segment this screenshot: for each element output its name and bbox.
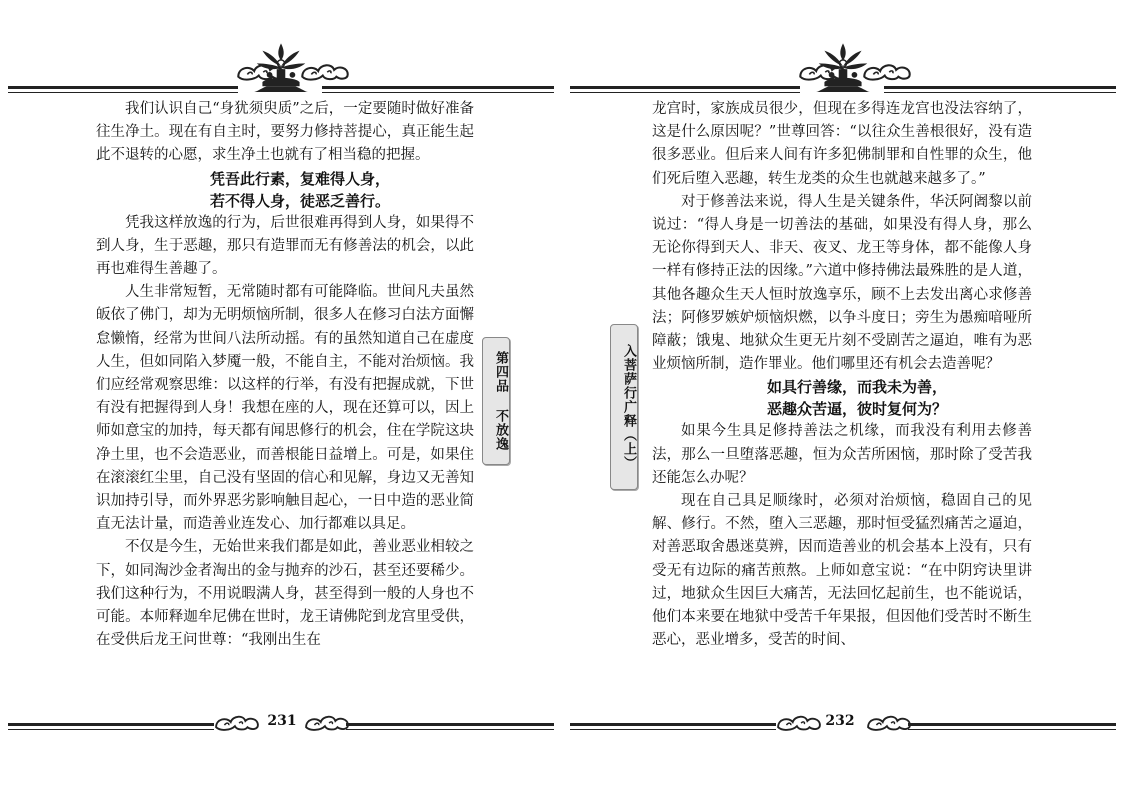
verse-line: 恶趣众苦逼，彼时复何为？ bbox=[766, 400, 947, 419]
header-rule bbox=[570, 86, 800, 93]
paragraph: 对于修善法来说，得人生是关键条件，华沃阿阇黎以前说过：“得人身是一切善法的基础，如果没有得人身，那么无论你得到天人、非天、夜叉、龙王等身体，都不能像人身一样有修持正法的因缘。”六道中修持佛法最殊胜的是人道，其他各趣众生天人恒时放逸享乐，顾不上去发出离心求修善法；阿修罗嫉妒烦恼炽燃，以争斗度日；旁生为愚痴喑哑所障蔽；饿鬼、地狱众生更无片刻不受剧苦之逼迫，唯有为恶业烦恼所制，造作罪业。他们哪里还有机会去造善呢？ bbox=[652, 193, 1032, 373]
cloud-ornament-icon bbox=[300, 60, 350, 82]
footer-rule bbox=[346, 723, 554, 730]
page-body bbox=[96, 98, 474, 652]
header-rule bbox=[322, 86, 554, 93]
chapter-side-tab: 第四品 不放逸 bbox=[482, 337, 510, 465]
paragraph: 凭我这样放逸的行为，后世很难再得到人身，如果得不到人身，生于恶趣，那只有造罪而无有修善法的机会，以此再也难得生善趣了。 bbox=[96, 214, 474, 278]
page-number: 231 bbox=[267, 713, 297, 729]
cloud-ornament-icon bbox=[304, 712, 350, 732]
paragraph: 龙宫时，家族成员很少，但现在多得连龙宫也没法容纳了，这是什么原因呢？”世尊回答：“以往众生善根很好，没有造很多恶业。但后来人间有许多犯佛制罪和自性罪的众生，他们死后堕入恶趣，转生龙类的众生也就越来越多了。” bbox=[652, 101, 1032, 187]
page-body bbox=[652, 98, 1032, 652]
left-page bbox=[0, 0, 561, 794]
cloud-ornament-icon bbox=[866, 712, 912, 732]
footer-rule bbox=[570, 723, 776, 730]
paragraph: 人生非常短暂，无常随时都有可能降临。世间凡夫虽然皈依了佛门，却为无明烦恼所制，很多人在修习白法方面懈怠懒惰，经常为世间八法所动摇。有的虽然知道自己在虚度人生，但如同陷入梦魇一般，不能自主，不能对治烦恼。我们应经常观察思维：以这样的行举，有没有把握成就，下世有没有把握得到人身！我想在座的人，现在还算可以，因上师如意宝的加持，每天都有闻思修行的机会，住在学院这块净土里，也不会造恶业，而善根能日益增上。可是，如果住在滚滚红尘里，自己没有坚固的信心和见解，身边又无善知识加持引导，而外界恶劣影响触目起心，一日中造的恶业简直无法计量，而造善业连发心、加行都难以具足。 bbox=[96, 284, 474, 533]
paragraph: 现在自己具足顺缘时，必须对治烦恼，稳固自己的见解、修行。不然，堕入三恶趣，那时恒受猛烈痛苦之逼迫，对善恶取舍愚迷莫辨，因而造善业的机会基本上没有，只有受无有边际的痛苦煎熬。上师如意宝说：“在中阴窍诀里讲过，地狱众生因巨大痛苦，无法回忆起前生，也不能说话，他们本来要在地狱中受苦千年果报，但因他们受苦时不断生恶心，恶业增多，受苦的时间、 bbox=[652, 493, 1032, 649]
footer-rule bbox=[908, 723, 1116, 730]
verse-line: 若不得人身，徒恶乏善行。 bbox=[209, 191, 390, 210]
verse-line: 凭吾此行素，复难得人身， bbox=[209, 169, 390, 188]
header-rule bbox=[8, 86, 238, 93]
paragraph: 我们认识自己“身犹须臾质”之后，一定要随时做好准备往生净土。现在有自主时，要努力修持菩提心，真正能生起此不退转的心愿，求生净土也就有了相当稳的把握。 bbox=[96, 101, 474, 164]
footer-rule bbox=[8, 723, 214, 730]
verse-line: 如具行善缘，而我未为善， bbox=[766, 378, 947, 397]
paragraph: 如果今生具足修持善法之机缘，而我没有利用去修善法，那么一旦堕落恶趣，恒为众苦所困恼，那时除了受苦我还能怎么办呢？ bbox=[652, 423, 1032, 486]
page-number: 232 bbox=[825, 713, 855, 729]
book-title-side-tab: 入菩萨行广释（上） bbox=[610, 324, 638, 490]
cloud-ornament-icon bbox=[862, 60, 912, 82]
header-rule bbox=[884, 86, 1116, 93]
right-page bbox=[562, 0, 1123, 794]
paragraph: 不仅是今生，无始世来我们都是如此，善业恶业相较之下，如同淘沙金者淘出的金与抛弃的沙石，甚至还要稀少。我们这种行为，不用说暇满人身，甚至得到一般的人身也不可能。本师释迦牟尼佛在世时，龙王请佛陀到龙宫里受供，在受供后龙王问世尊：“我刚出生在 bbox=[96, 539, 474, 649]
